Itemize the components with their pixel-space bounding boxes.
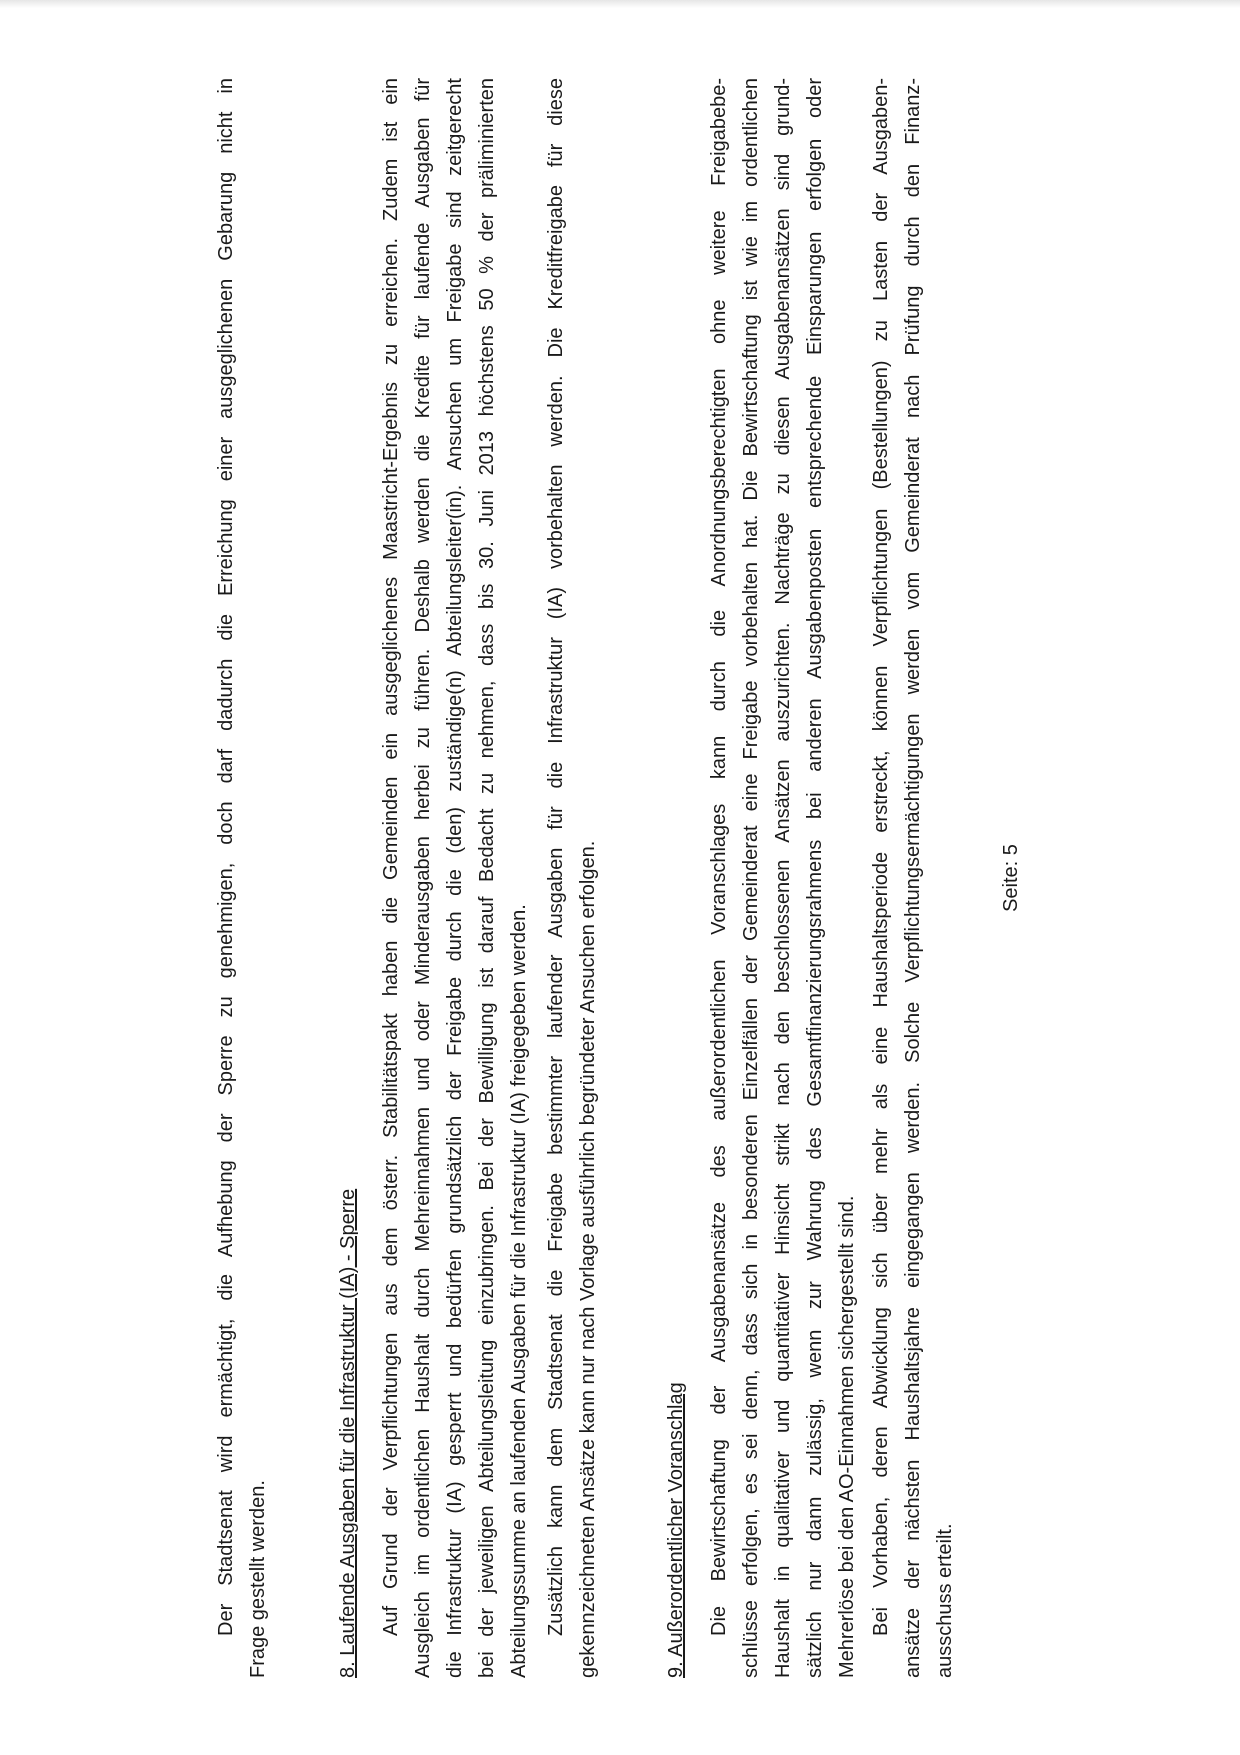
text-line: Auf Grund der Verpflichtungen aus dem österr. Stabilitätspakt haben die Gemeinden ein ausgeglichenes Maastricht-Ergebnis zu erreichen. Zudem ist ein	[380, 77, 402, 1636]
page-number-footer: Seite: 5	[1000, 843, 1022, 912]
section-8-paragraph-1	[375, 78, 535, 1678]
section-9-paragraph-1	[703, 78, 863, 1678]
section-8-paragraph-2	[540, 78, 604, 1678]
text-line: die Infrastruktur (IA) gesperrt und bedürfen grundsätzlich der Freigabe durch die (den) zuständige(n) Abteilungsleiter(in). Ansuchen um Freigabe sind zeitgerecht	[444, 77, 466, 1678]
text-line: Mehrerlöse bei den AO-Einnahmen sichergestellt sind.	[836, 1195, 858, 1678]
text-line: gekennzeichneten Ansätze kann nur nach Vorlage ausführlich begründeter Ansuchen erfolgen.	[577, 840, 599, 1678]
text-line: Haushalt in qualitativer und quantitativer Hinsicht strikt nach den beschlossenen Ansätzen auszurichten. Nachträge zu diesen Ausgabenansätzen sind grund-	[772, 77, 794, 1678]
rotated-page-content	[210, 78, 1030, 1678]
text-line: Ausgleich im ordentlichen Haushalt durch Mehreinnahmen und oder Minderausgaben herbei zu führen. Deshalb werden die Kredite für laufende Ausgaben für	[412, 77, 434, 1678]
text-line: Abteilungssumme an laufenden Ausgaben für die Infrastruktur (IA) freigegeben werden.	[508, 903, 530, 1678]
text-line: Frage gestellt werden.	[247, 1479, 269, 1678]
text-line: Bei Vorhaben, deren Abwicklung sich über mehr als eine Haushaltsperiode erstreckt, können Verpflichtungen (Bestellungen) zu Lasten der Ausgaben-	[870, 77, 892, 1636]
scan-top-edge	[0, 0, 1240, 8]
section-8-heading: 8. Laufende Ausgaben für die Infrastruktur (IA) - Sperre	[337, 1188, 359, 1678]
text-line: Die Bewirtschaftung der Ausgabenansätze des außerordentlichen Voranschlages kann durch die Anordnungsberechtigten ohne weitere Freigabebe-	[708, 77, 730, 1636]
text-line: ansätze der nächsten Haushaltsjahre eingegangen werden. Solche Verpflichtungsermächtigungen werden vom Gemeinderat nach Prüfung durch den Finanz-	[902, 77, 924, 1678]
text-line: ausschuss erteilt.	[934, 1522, 956, 1678]
text-line: bei der jeweiligen Abteilungsleitung einzubringen. Bei der Bewilligung ist darauf Bedacht zu nehmen, dass bis 30. Juni 2013 höchstens 50 % der präliminierten	[476, 77, 498, 1678]
text-line: Der Stadtsenat wird ermächtigt, die Aufhebung der Sperre zu genehmigen, doch darf dadurch die Erreichung einer ausgeglichenen Gebarung nicht in	[215, 77, 237, 1636]
section-9-heading: 9. Außerordentlicher Voranschlag	[665, 1381, 687, 1678]
text-line: schlüsse erfolgen, es sei denn, dass sich in besonderen Einzelfällen der Gemeinderat eine Freigabe vorbehalten hat. Die Bewirtschaftung ist wie im ordentlichen	[740, 77, 762, 1678]
section-9-paragraph-2	[865, 78, 961, 1678]
text-line: Zusätzlich kann dem Stadtsenat die Freigabe bestimmter laufender Ausgaben für die Infrastruktur (IA) vorbehalten werden. Die Kreditfreigabe für diese	[545, 77, 567, 1636]
text-line: sätzlich nur dann zulässig, wenn zur Wahrung des Gesamtfinanzierungsrahmens bei anderen Ausgabenposten entsprechende Einsparungen erfolgen oder	[804, 77, 826, 1678]
intro-paragraph	[210, 78, 274, 1678]
